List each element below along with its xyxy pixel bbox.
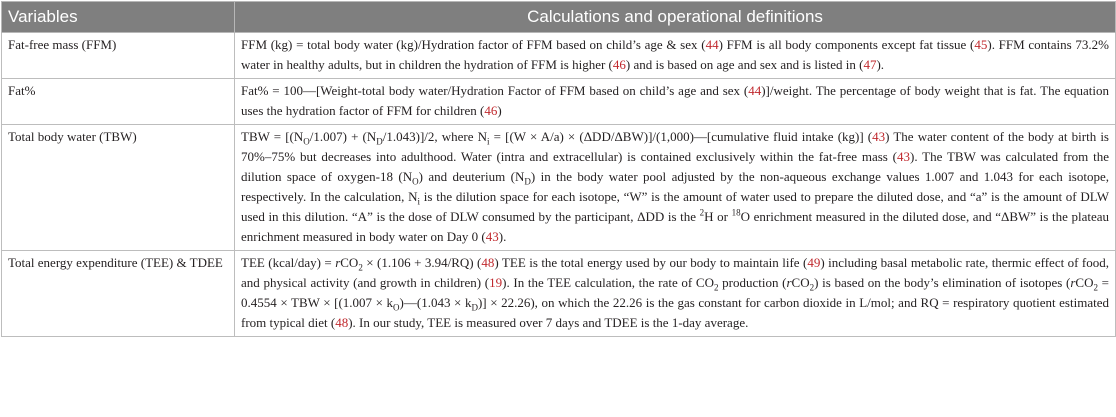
definition-text: O enrichment measured in the diluted dose, and “ΔBW” is the plateau enrichment measured in body water on Day 0 ( [241,209,1109,244]
subscript-text: D [471,302,478,313]
citation-ref: 47 [863,57,877,72]
definition-text: ). In our study, TEE is measured over 7 days and TDEE is the 1-day average. [348,315,749,330]
subscript-text: D [524,176,531,187]
definition-text: CO [1075,275,1094,290]
definition-text: is the dilution space for each isotope, “W” is the amount of water used to prepare the diluted dose, and “a” is the amount of DLW used in this dilution. “A” is the dose of DLW consumed by the participant, ΔDD is the [241,189,1109,224]
definition-text: Fat% = 100—[Weight-total body water/Hydration Factor of FFM based on child’s age and sex ( [241,83,749,98]
subscript-text: O [412,176,419,187]
superscript-text: 18 [731,207,741,218]
definitions-table [1,1,1116,337]
definition-text: ). [498,229,507,244]
citation-ref: 44 [748,83,762,98]
definition-text: ) [497,103,502,118]
italic-text: r [335,255,341,270]
variable-cell: Total body water (TBW) [2,125,235,251]
definition-text: TEE (kcal/day) = [241,255,336,270]
definition-text: /1.043)]/2, where N [382,129,488,144]
definition-text: ). FFM contains 73.2% water in healthy adults, but in children the hydration of FFM is higher ( [241,37,1110,72]
definition-text: = [(W × A/a) × (ΔDD/ΔBW)]/(1,000)—[cumulative fluid intake (kg)] ( [489,129,873,144]
citation-ref: 48 [481,255,495,270]
definition-text: CO [340,255,359,270]
definition-cell [235,79,1116,125]
citation-ref: 43 [872,129,886,144]
subscript-text: 2 [358,262,363,273]
citation-ref: 49 [807,255,821,270]
definition-text: ) The water content of the body at birth is 70%–75% but decreases into adulthood. Water (intra and extracellular) is contained exclusively within the fat-free mass ( [241,129,1109,164]
table-row [2,125,1116,251]
table-row [2,33,1116,79]
italic-text: r [1070,275,1076,290]
definition-text: FFM (kg) = total body water (kg)/Hydration factor of FFM based on child’s age & sex ( [241,37,706,52]
subscript-text: D [376,136,383,147]
table-row [2,79,1116,125]
definition-text: /1.007) + (N [309,129,377,144]
subscript-text: i [487,136,490,147]
definition-cell [235,125,1116,251]
definition-text: ) in the body water pool adjusted by the non-aqueous exchange values 1.007 and 1.043 for each isotope, respectively. In the calculation, N [241,169,1109,204]
definition-text: ) TEE is the total energy used by our body to maintain life ( [494,255,808,270]
definition-text: H or [704,209,732,224]
citation-ref: 46 [612,57,626,72]
definition-text: ) including basal metabolic rate, thermic effect of food, and physical activity (and growth in children) ( [241,255,1109,290]
citation-ref: 44 [705,37,719,52]
variable-cell: Total energy expenditure (TEE) & TDEE [2,251,235,337]
table-header-row [2,2,1116,33]
definition-text: production ( [718,275,787,290]
italic-text: r [786,275,792,290]
citation-ref: 43 [485,229,499,244]
citation-ref: 45 [974,37,988,52]
definition-text: CO [791,275,810,290]
definition-text: ) and is based on age and sex and is listed in ( [625,57,864,72]
variable-cell: Fat-free mass (FFM) [2,33,235,79]
subscript-text: 2 [809,282,815,293]
subscript-text: 2 [713,282,719,293]
subscript-text: O [303,136,310,147]
definition-text: ). [876,57,885,72]
definition-text: × (1.106 + 3.94/RQ) ( [362,255,482,270]
definition-text: TBW = [(N [241,129,304,144]
subscript-text: i [417,196,421,207]
variable-cell: Fat% [2,79,235,125]
definition-text: )] × 22.26), on which the 22.26 is the gas constant for carbon dioxide in L/mol; and RQ = respiratory quotient estimated from typical diet ( [241,295,1109,330]
definition-text: ) and deuterium (N [418,169,525,184]
definition-text: ). The TBW was calculated from the dilution space of oxygen-18 (N [241,149,1109,184]
citation-ref: 19 [489,275,503,290]
definition-cell [235,33,1116,79]
definition-text: )—(1.043 × k [399,295,472,310]
subscript-text: 2 [1093,282,1098,293]
definition-text: = 0.4554 × TBW × [(1.007 × k [241,275,1109,310]
definition-text: )]/weight. The percentage of body weight that is fat. The equation uses the hydration factor of FFM for children ( [241,83,1109,118]
citation-ref: 48 [335,315,349,330]
header-variables: Variables [2,2,235,33]
citation-ref: 46 [484,103,498,118]
subscript-text: O [393,302,400,313]
superscript-text: 2 [699,207,705,218]
definition-text: ). In the TEE calculation, the rate of CO [502,275,714,290]
definition-text: ) is based on the body’s elimination of isotopes ( [814,275,1071,290]
definition-cell [235,251,1116,337]
citation-ref: 43 [897,149,911,164]
header-definitions: Calculations and operational definitions [235,2,1116,33]
definition-text: ) FFM is all body components except fat tissue ( [718,37,975,52]
table-row [2,251,1116,337]
